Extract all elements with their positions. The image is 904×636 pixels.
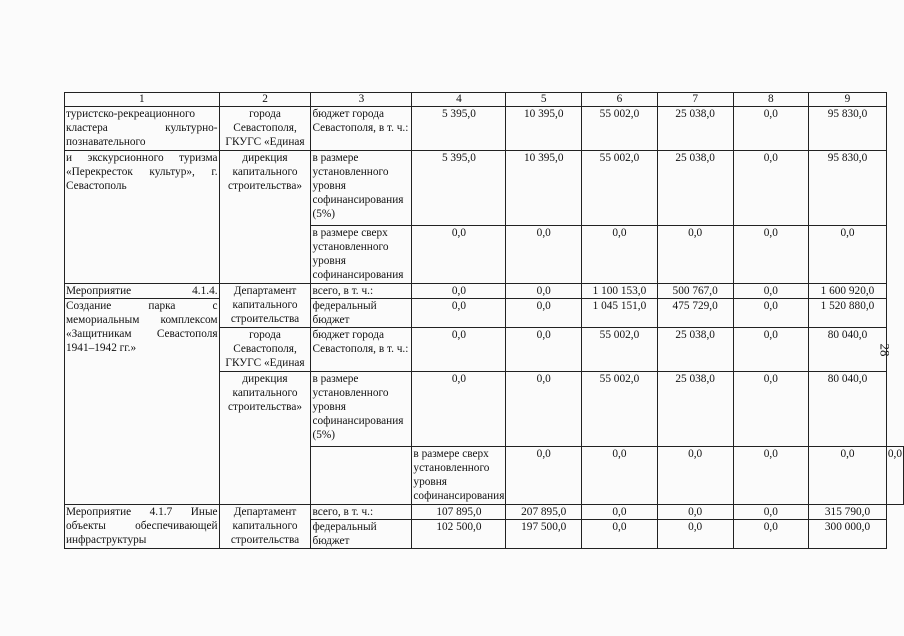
- value-cell: 0,0: [657, 447, 733, 505]
- value-cell: 10 395,0: [506, 107, 582, 151]
- col-header: 1: [65, 93, 220, 107]
- value-cell: 0,0: [506, 372, 582, 447]
- value-cell: 107 895,0: [412, 505, 506, 520]
- event-name-cell: [311, 447, 412, 505]
- value-cell: 315 790,0: [809, 505, 887, 520]
- executor-cell: города Севастополя, ГКУГС «Единая: [219, 328, 311, 372]
- value-cell: 0,0: [657, 520, 733, 549]
- value-cell: 5 395,0: [412, 107, 506, 151]
- source-cell: в размере установленного уровня софинансирования (5%): [311, 151, 412, 226]
- value-cell: 0,0: [733, 299, 809, 328]
- col-header: 8: [733, 93, 809, 107]
- value-cell: 102 500,0: [412, 520, 506, 549]
- value-cell: 0,0: [886, 447, 903, 505]
- table-row: [65, 151, 904, 226]
- value-cell: 1 100 153,0: [582, 284, 658, 299]
- value-cell: 0,0: [582, 505, 658, 520]
- executor-cell: дирекция капитального строительства»: [219, 372, 311, 505]
- value-cell: 0,0: [582, 226, 658, 284]
- executor-cell: города Севастополя, ГКУГС «Единая: [219, 107, 311, 151]
- value-cell: 55 002,0: [582, 151, 658, 226]
- value-cell: 0,0: [506, 226, 582, 284]
- source-cell: бюджет города Севастополя, в т. ч.:: [311, 328, 412, 372]
- value-cell: 1 045 151,0: [582, 299, 658, 328]
- budget-table: [64, 92, 904, 549]
- value-cell: 1 600 920,0: [809, 284, 887, 299]
- executor-cell: Департамент капитального строительства: [219, 505, 311, 549]
- value-cell: 0,0: [657, 505, 733, 520]
- value-cell: 0,0: [582, 520, 658, 549]
- event-name-cell: Мероприятие 4.1.4.: [66, 285, 218, 297]
- value-cell: 0,0: [733, 151, 809, 226]
- value-cell: 10 395,0: [506, 151, 582, 226]
- value-cell: 95 830,0: [809, 107, 887, 151]
- value-cell: 1 520 880,0: [809, 299, 887, 328]
- value-cell: 25 038,0: [657, 328, 733, 372]
- col-header: 3: [311, 93, 412, 107]
- table-row: [65, 299, 904, 328]
- value-cell: 55 002,0: [582, 107, 658, 151]
- value-cell: 197 500,0: [506, 520, 582, 549]
- executor-cell: Департамент капитального строительства: [219, 284, 311, 328]
- source-cell: федеральный бюджет: [311, 299, 412, 328]
- source-cell: всего, в т. ч.:: [311, 284, 412, 299]
- value-cell: 0,0: [412, 372, 506, 447]
- value-cell: 0,0: [506, 447, 582, 505]
- value-cell: 0,0: [506, 328, 582, 372]
- event-name-cell: Создание парка с мемориальным комплексом «Защитникам Севастополя 1941–1942 гг.»: [65, 299, 220, 505]
- col-header: 5: [506, 93, 582, 107]
- value-cell: 0,0: [733, 284, 809, 299]
- event-name-cell: и экскурсионного туризма «Перекресток культур», г. Севастополь: [65, 151, 220, 284]
- value-cell: 0,0: [582, 447, 658, 505]
- source-cell: в размере сверх установленного уровня софинансирования: [412, 447, 506, 505]
- value-cell: 0,0: [733, 505, 809, 520]
- value-cell: 0,0: [506, 284, 582, 299]
- value-cell: 0,0: [412, 284, 506, 299]
- col-header: 2: [219, 93, 311, 107]
- table-row: [65, 505, 904, 520]
- value-cell: 0,0: [733, 226, 809, 284]
- value-cell: 0,0: [809, 447, 887, 505]
- source-cell: в размере сверх установленного уровня софинансирования: [311, 226, 412, 284]
- value-cell: 0,0: [412, 299, 506, 328]
- value-cell: 0,0: [657, 226, 733, 284]
- value-cell: 0,0: [412, 226, 506, 284]
- event-name-cell: туристско-рекреационного кластера культурно-познавательного: [65, 107, 220, 151]
- event-name-cell: Мероприятие 4.1.7 Иные объекты обеспечивающей инфраструктуры: [65, 505, 220, 549]
- value-cell: 0,0: [733, 372, 809, 447]
- source-cell: всего, в т. ч.:: [311, 505, 412, 520]
- value-cell: 0,0: [733, 107, 809, 151]
- value-cell: 475 729,0: [657, 299, 733, 328]
- value-cell: 0,0: [733, 447, 809, 505]
- value-cell: 80 040,0: [809, 328, 887, 372]
- value-cell: 0,0: [809, 226, 887, 284]
- value-cell: 0,0: [506, 299, 582, 328]
- value-cell: 500 767,0: [657, 284, 733, 299]
- value-cell: 95 830,0: [809, 151, 887, 226]
- value-cell: 5 395,0: [412, 151, 506, 226]
- page-number: 28: [877, 343, 893, 357]
- col-header: 7: [657, 93, 733, 107]
- value-cell: 0,0: [733, 328, 809, 372]
- source-cell: федеральный бюджет: [311, 520, 412, 549]
- value-cell: 80 040,0: [809, 372, 887, 447]
- table-row: [65, 284, 904, 299]
- value-cell: 0,0: [412, 328, 506, 372]
- value-cell: 55 002,0: [582, 328, 658, 372]
- executor-cell: дирекция капитального строительства»: [219, 151, 311, 284]
- value-cell: 25 038,0: [657, 372, 733, 447]
- value-cell: 0,0: [733, 520, 809, 549]
- source-cell: бюджет города Севастополя, в т. ч.:: [311, 107, 412, 151]
- table-row: [65, 107, 904, 151]
- col-header: 4: [412, 93, 506, 107]
- col-header: 9: [809, 93, 887, 107]
- header-row: [65, 93, 904, 107]
- source-cell: в размере установленного уровня софинансирования (5%): [311, 372, 412, 447]
- value-cell: 55 002,0: [582, 372, 658, 447]
- col-header: 6: [582, 93, 658, 107]
- value-cell: 300 000,0: [809, 520, 887, 549]
- value-cell: 25 038,0: [657, 151, 733, 226]
- value-cell: 207 895,0: [506, 505, 582, 520]
- value-cell: 25 038,0: [657, 107, 733, 151]
